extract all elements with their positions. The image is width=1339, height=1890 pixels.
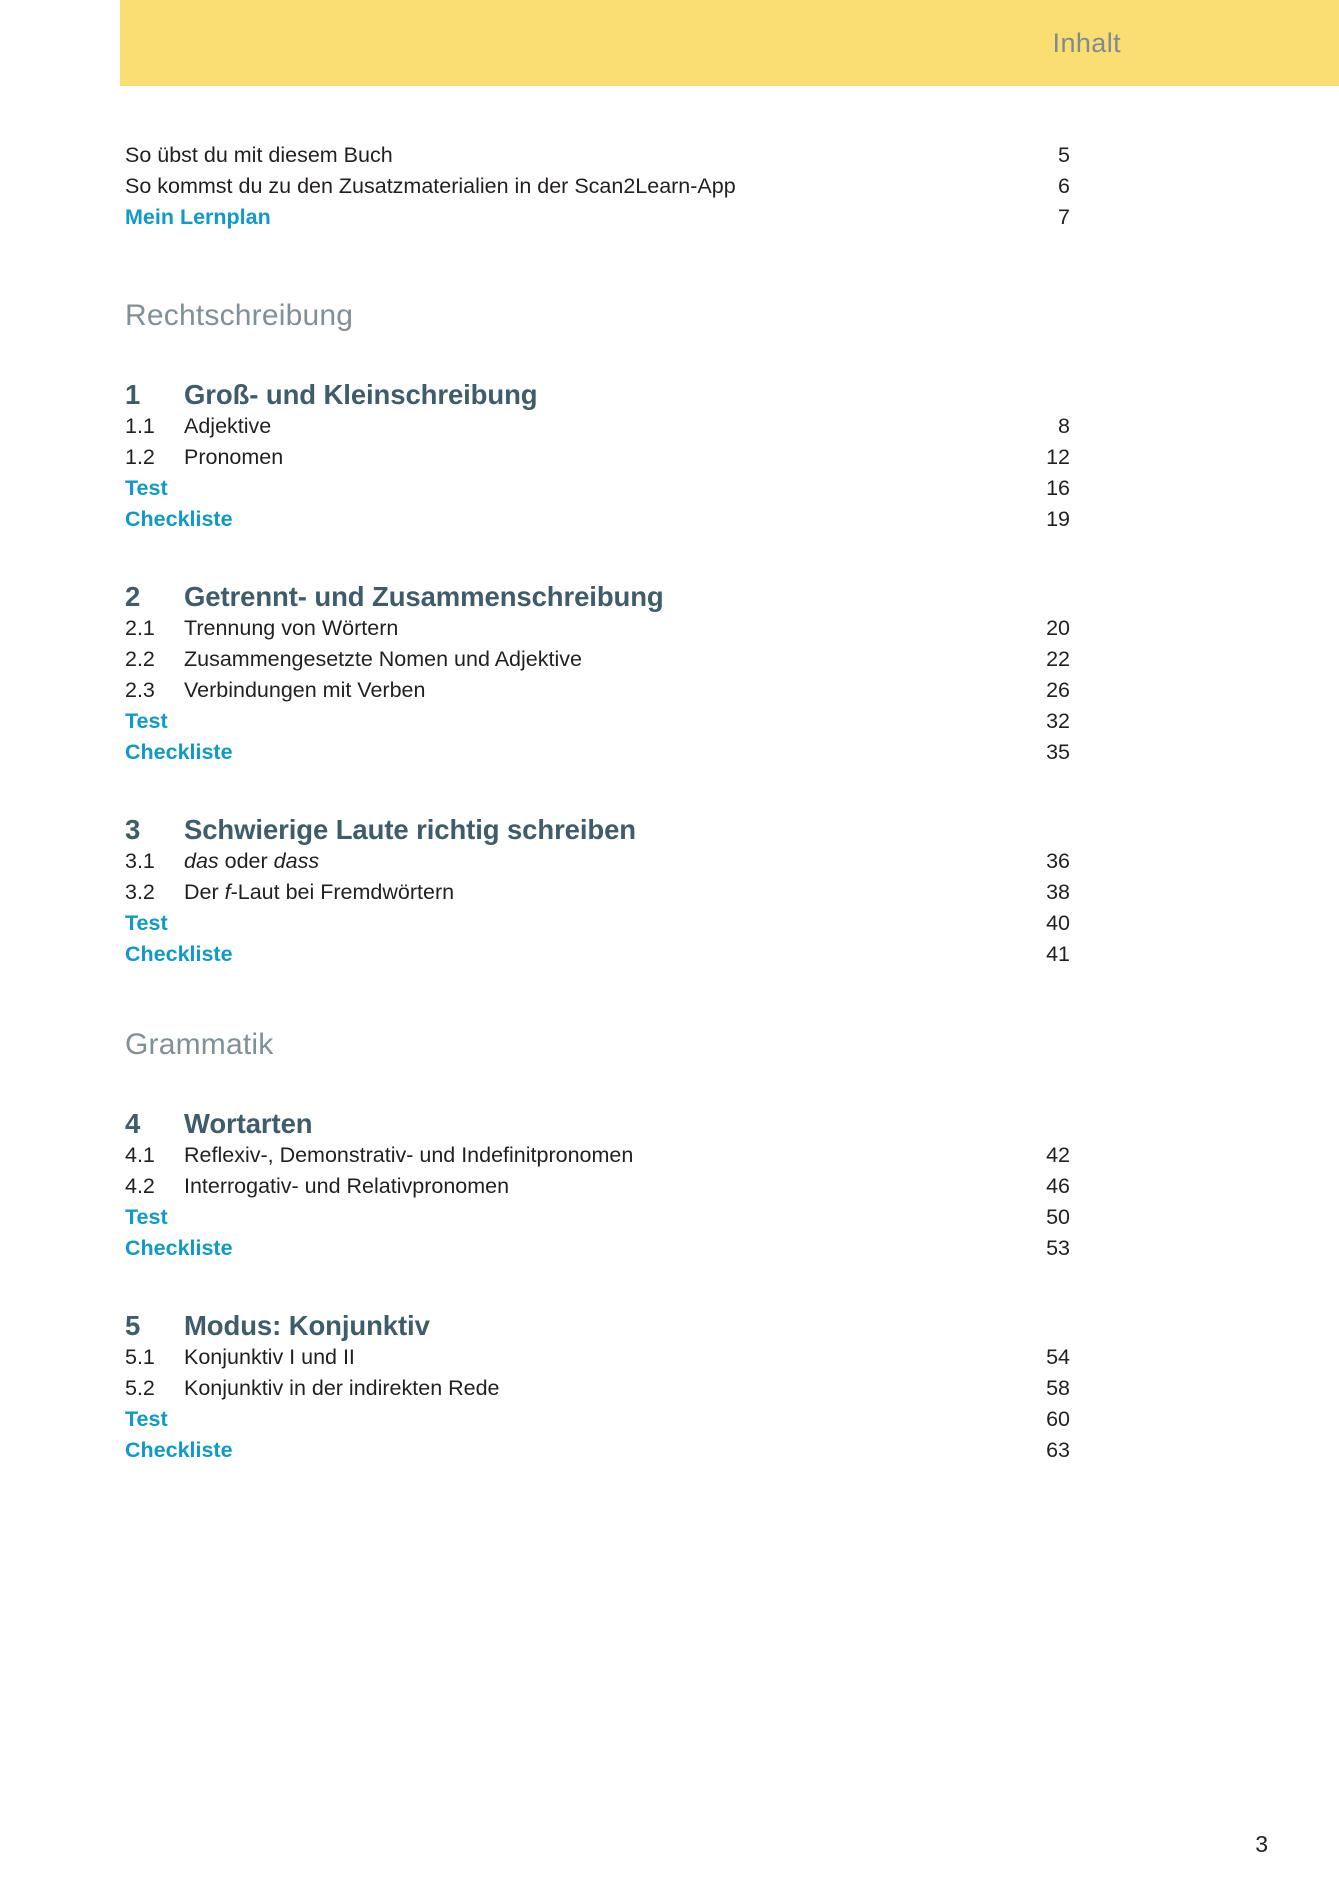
toc-special-page-number: 53 [1046, 1236, 1070, 1260]
toc-entry-page-number: 46 [1046, 1174, 1070, 1198]
toc-entry-label: Adjektive [184, 414, 272, 438]
front-matter-label: So kommst du zu den Zusatzmaterialien in der Scan2Learn-App [125, 174, 736, 198]
chapter-title: Modus: Konjunktiv [184, 1310, 430, 1341]
toc-entry-number: 2.1 [125, 616, 155, 640]
chapter-number: 1 [125, 379, 141, 410]
toc-entry-number: 3.2 [125, 880, 155, 904]
toc-entry-label: Reflexiv-, Demonstrativ- und Indefinitpronomen [184, 1143, 634, 1167]
toc-entry-row[interactable] [125, 1373, 1070, 1404]
spacer [125, 768, 1070, 814]
toc-entry-page-number: 26 [1046, 678, 1070, 702]
chapter-number: 2 [125, 581, 141, 612]
toc-entry-row[interactable] [125, 644, 1070, 675]
toc-entry-number: 3.1 [125, 849, 155, 873]
toc-entry-row[interactable] [125, 1342, 1070, 1373]
toc-special-label: Test [125, 476, 168, 500]
toc-entry-page-number: 8 [1058, 414, 1070, 438]
toc-special-page-number: 35 [1046, 740, 1070, 764]
toc-entry-label: Der f-Laut bei Fremdwörtern [184, 880, 455, 904]
header-band [120, 0, 1339, 86]
toc-entry-row[interactable] [125, 675, 1070, 706]
toc-entry-page-number: 20 [1046, 616, 1070, 640]
toc-entry-number: 4.2 [125, 1174, 155, 1198]
toc-special-row[interactable] [125, 1435, 1070, 1466]
toc-special-label: Checkliste [125, 942, 233, 966]
toc-entry-page-number: 36 [1046, 849, 1070, 873]
toc-entry-row[interactable] [125, 442, 1070, 473]
chapter-heading[interactable] [125, 581, 1070, 613]
spacer [125, 233, 1070, 299]
chapter-title: Getrennt- und Zusammenschreibung [184, 581, 664, 612]
toc-entry-number: 5.2 [125, 1376, 155, 1400]
chapter-number: 3 [125, 814, 141, 845]
toc-entry-row[interactable] [125, 1171, 1070, 1202]
chapter-heading[interactable] [125, 814, 1070, 846]
part-heading: Grammatik [125, 1028, 274, 1061]
front-matter-page-number: 7 [1058, 205, 1070, 229]
toc-entry-row[interactable] [125, 411, 1070, 442]
chapter-heading[interactable] [125, 1108, 1070, 1140]
front-matter-row[interactable] [125, 140, 1070, 171]
toc-entry-number: 4.1 [125, 1143, 155, 1167]
spacer [125, 333, 1070, 379]
front-matter-page-number: 5 [1058, 143, 1070, 167]
toc-entry-row[interactable] [125, 846, 1070, 877]
toc-special-page-number: 63 [1046, 1438, 1070, 1462]
toc-special-page-number: 40 [1046, 911, 1070, 935]
chapter-title: Schwierige Laute richtig schreiben [184, 814, 637, 845]
toc-special-label: Checkliste [125, 1236, 233, 1260]
page-title: Inhalt [1052, 27, 1121, 58]
toc-entry-number: 1.1 [125, 414, 155, 438]
toc-special-row[interactable] [125, 1404, 1070, 1435]
toc-entry-label: das oder dass [184, 849, 320, 873]
toc-special-page-number: 60 [1046, 1407, 1070, 1431]
toc-special-page-number: 19 [1046, 507, 1070, 531]
toc-entry-label: Pronomen [184, 445, 284, 469]
toc-entry-page-number: 42 [1046, 1143, 1070, 1167]
toc-special-label: Test [125, 1407, 168, 1431]
toc-entry-row[interactable] [125, 877, 1070, 908]
toc-entry-label: Trennung von Wörtern [184, 616, 399, 640]
toc-special-page-number: 41 [1046, 942, 1070, 966]
spacer [125, 970, 1070, 1028]
front-matter-label: So übst du mit diesem Buch [125, 143, 393, 167]
toc-special-page-number: 16 [1046, 476, 1070, 500]
toc-entry-page-number: 58 [1046, 1376, 1070, 1400]
toc-entry-label: Konjunktiv in der indirekten Rede [184, 1376, 500, 1400]
front-matter-list [125, 140, 1070, 233]
front-matter-row[interactable] [125, 171, 1070, 202]
table-of-contents [125, 140, 1070, 1466]
part-heading: Rechtschreibung [125, 299, 354, 332]
chapter-number: 4 [125, 1108, 141, 1139]
toc-special-row[interactable] [125, 737, 1070, 768]
toc-special-page-number: 32 [1046, 709, 1070, 733]
toc-entry-label: Verbindungen mit Verben [184, 678, 426, 702]
chapter-title: Groß- und Kleinschreibung [184, 379, 538, 410]
toc-entry-number: 2.3 [125, 678, 155, 702]
toc-special-label: Checkliste [125, 507, 233, 531]
toc-special-label: Checkliste [125, 1438, 233, 1462]
toc-special-row[interactable] [125, 706, 1070, 737]
spacer [125, 1264, 1070, 1310]
folio-page-number: 3 [1255, 1831, 1268, 1857]
toc-entry-number: 1.2 [125, 445, 155, 469]
front-matter-row[interactable] [125, 202, 1070, 233]
chapter-heading[interactable] [125, 379, 1070, 411]
toc-special-row[interactable] [125, 908, 1070, 939]
chapter-number: 5 [125, 1310, 141, 1341]
toc-entry-page-number: 54 [1046, 1345, 1070, 1369]
toc-special-row[interactable] [125, 504, 1070, 535]
spacer [125, 535, 1070, 581]
toc-entry-number: 2.2 [125, 647, 155, 671]
front-matter-page-number: 6 [1058, 174, 1070, 198]
toc-special-label: Test [125, 709, 168, 733]
toc-special-row[interactable] [125, 939, 1070, 970]
toc-special-page-number: 50 [1046, 1205, 1070, 1229]
toc-special-row[interactable] [125, 1202, 1070, 1233]
toc-entry-page-number: 38 [1046, 880, 1070, 904]
toc-special-row[interactable] [125, 473, 1070, 504]
toc-entry-label: Interrogativ- und Relativpronomen [184, 1174, 510, 1198]
toc-special-row[interactable] [125, 1233, 1070, 1264]
toc-special-label: Test [125, 1205, 168, 1229]
toc-entry-row[interactable] [125, 613, 1070, 644]
toc-entry-label: Konjunktiv I und II [184, 1345, 355, 1369]
chapter-title: Wortarten [184, 1108, 313, 1139]
parts-list [125, 299, 1070, 1466]
toc-special-label: Checkliste [125, 740, 233, 764]
front-matter-label: Mein Lernplan [125, 205, 271, 229]
toc-entry-label: Zusammengesetzte Nomen und Adjektive [184, 647, 582, 671]
toc-entry-page-number: 12 [1046, 445, 1070, 469]
toc-special-label: Test [125, 911, 168, 935]
toc-entry-number: 5.1 [125, 1345, 155, 1369]
chapter-heading[interactable] [125, 1310, 1070, 1342]
toc-entry-row[interactable] [125, 1140, 1070, 1171]
spacer [125, 1062, 1070, 1108]
toc-entry-page-number: 22 [1046, 647, 1070, 671]
